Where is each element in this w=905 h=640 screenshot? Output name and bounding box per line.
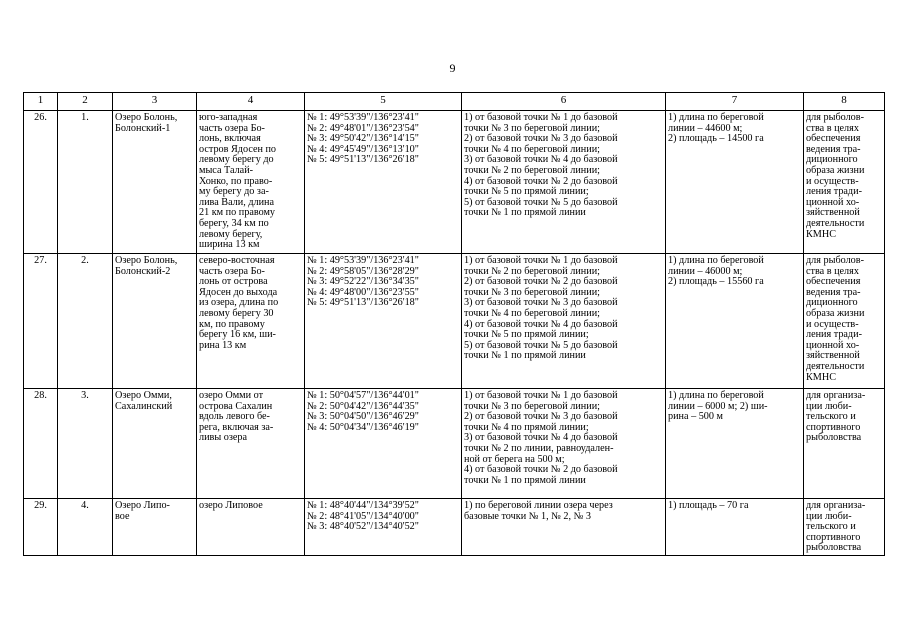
cell-line: ционной хо- [806, 196, 860, 208]
cell-line: деятельности [806, 217, 865, 229]
cell-line: линии – 46000 м; [668, 265, 743, 277]
cell-line: № 3: 50°04'50"/136°46'29" [307, 411, 419, 423]
cell-line: Болонский-1 [115, 122, 171, 134]
cell-line: точки № 2 по линии, равноудален- [464, 442, 614, 454]
cell-line: диционного [806, 154, 858, 166]
cell-line: точки № 3 по береговой линии; [464, 122, 600, 134]
cell-line: образа жизни [806, 164, 865, 176]
cell-line: № 1: 48°40'44"/134°39'52" [307, 500, 419, 511]
cell-line: № 2: 49°58'05"/136°28'29" [307, 265, 419, 277]
cell-line: базовые точки № 1, № 2, № 3 [464, 510, 591, 522]
coordinates-cell [305, 111, 462, 254]
cell-line: лива Вали, длина [199, 196, 275, 208]
column-header: 5 [305, 93, 462, 111]
cell-line: № 2: 49°48'01"/136°23'54" [307, 122, 419, 134]
cell-line: ления тради- [806, 329, 862, 341]
table-header-row [24, 93, 885, 111]
cell-line: 1) длина по береговой [668, 112, 764, 123]
description-cell [197, 389, 305, 499]
cell-line: рега, включая за- [199, 421, 274, 433]
cell-line: линии – 6000 м; 2) ши- [668, 400, 768, 412]
cell-line: часть озера Бо- [199, 122, 265, 134]
description-cell [197, 499, 305, 556]
table-row [24, 254, 885, 389]
cell-line: точки № 1 по прямой линии [464, 350, 586, 362]
cell-line: 2) площадь – 14500 га [668, 133, 764, 145]
cell-line: обеспечения [806, 276, 861, 288]
cell-line: 1) по береговой линии озера через [464, 500, 613, 511]
cell-line: ведения тра- [806, 143, 861, 155]
cell-line: ведения тра- [806, 286, 861, 298]
cell-line: для организа- [806, 500, 866, 511]
cell-line: вдоль левого бе- [199, 411, 270, 423]
object-name-cell [113, 254, 197, 389]
cell-line: вое [115, 510, 130, 522]
table-row [24, 389, 885, 499]
cell-line: левому берегу 30 [199, 307, 274, 319]
cell-line: ции люби- [806, 510, 852, 522]
cell-line: берегу, 34 км по [199, 217, 269, 229]
borders-cell [462, 111, 666, 254]
cell-line: берегу 16 км, ши- [199, 329, 276, 341]
coordinates-cell [305, 499, 462, 556]
cell-line: ления тради- [806, 186, 862, 198]
cell-line: тельского и [806, 521, 856, 533]
cell-line: ной от берега на 500 м; [464, 453, 565, 465]
cell-line: № 3: 48°40'52"/134°40'52" [307, 521, 419, 533]
cell-line: рыболовства [806, 432, 862, 444]
cell-line: озеро Липовое [199, 500, 263, 511]
cell-line: левому берегу до [199, 154, 274, 166]
cell-line: и осуществ- [806, 175, 859, 187]
cell-line: спортивного [806, 531, 861, 543]
cell-line: 4) от базовой точки № 4 до базовой [464, 318, 618, 330]
cell-line: 1) длина по береговой [668, 255, 764, 266]
description-cell [197, 254, 305, 389]
borders-cell [462, 254, 666, 389]
cell-line: № 4: 50°04'34"/136°46'19" [307, 421, 419, 433]
cell-line: рина – 500 м [668, 411, 723, 423]
cell-line: и осуществ- [806, 318, 859, 330]
cell-line: 1) от базовой точки № 1 до базовой [464, 255, 618, 266]
cell-line: точки № 4 по береговой линии; [464, 307, 600, 319]
cell-line: 5) от базовой точки № 5 до базовой [464, 339, 618, 351]
coordinates-cell [305, 254, 462, 389]
object-name-cell [113, 389, 197, 499]
column-header: 3 [113, 93, 197, 111]
cell-line: остров Ядосен по [199, 143, 277, 155]
row-number-cell: 29. [24, 499, 58, 556]
borders-cell [462, 499, 666, 556]
fishing-areas-table [23, 92, 885, 556]
cell-line: му берегу до за- [199, 186, 269, 198]
cell-line: линии – 44600 м; [668, 122, 743, 134]
cell-line: точки № 1 по прямой линии [464, 207, 586, 219]
cell-line: юго-западная [199, 112, 258, 123]
cell-line: для рыболов- [806, 255, 864, 266]
cell-line: левому берегу, [199, 228, 263, 240]
table-row [24, 111, 885, 254]
column-header: 4 [197, 93, 305, 111]
cell-line: 2) от базовой точки № 3 до базовой [464, 411, 618, 423]
object-name-cell [113, 111, 197, 254]
cell-line: 1) площадь – 70 га [668, 500, 749, 511]
row-subnumber-cell: 2. [58, 254, 113, 389]
cell-line: часть озера Бо- [199, 265, 265, 277]
cell-line: № 5: 49°51'13"/136°26'18" [307, 154, 419, 166]
cell-line: зяйственной [806, 350, 860, 362]
cell-line: лонь от острова [199, 276, 268, 288]
column-header: 7 [666, 93, 804, 111]
row-subnumber-cell: 1. [58, 111, 113, 254]
size-cell [666, 254, 804, 389]
page-number: 9 [449, 61, 456, 75]
cell-line: № 5: 49°51'13"/136°26'18" [307, 297, 419, 309]
cell-line: точки № 5 по прямой линии; [464, 186, 589, 198]
purpose-cell [804, 389, 885, 499]
purpose-cell [804, 111, 885, 254]
row-subnumber-cell: 4. [58, 499, 113, 556]
cell-line: спортивного [806, 421, 861, 433]
cell-line: 2) от базовой точки № 2 до базовой [464, 276, 618, 288]
cell-line: озеро Омми от [199, 390, 264, 401]
cell-line: точки № 3 по береговой линии; [464, 286, 600, 298]
cell-line: 1) длина по береговой [668, 390, 764, 401]
cell-line: № 4: 49°45'49"/136°13'10" [307, 143, 419, 155]
cell-line: точки № 1 по прямой линии [464, 474, 586, 486]
cell-line: 4) от базовой точки № 2 до базовой [464, 464, 618, 476]
cell-line: ционной хо- [806, 339, 860, 351]
cell-line: 3) от базовой точки № 4 до базовой [464, 154, 618, 166]
cell-line: Озеро Болонь, [115, 255, 178, 266]
description-cell [197, 111, 305, 254]
cell-line: 3) от базовой точки № 3 до базовой [464, 297, 618, 309]
purpose-cell [804, 499, 885, 556]
cell-line: образа жизни [806, 307, 865, 319]
cell-line: № 4: 49°48'00"/136°23'55" [307, 286, 419, 298]
column-header: 2 [58, 93, 113, 111]
cell-line: рыболовства [806, 542, 862, 554]
cell-line: Болонский-2 [115, 265, 171, 277]
column-header: 1 [24, 93, 58, 111]
cell-line: ства в целях [806, 122, 859, 134]
cell-line: точки № 2 по береговой линии; [464, 164, 600, 176]
cell-line: 5) от базовой точки № 5 до базовой [464, 196, 618, 208]
cell-line: ции люби- [806, 400, 852, 412]
cell-line: 2) площадь – 15560 га [668, 276, 764, 288]
cell-line: деятельности [806, 360, 865, 372]
cell-line: км, по правому [199, 318, 265, 330]
cell-line: точки № 5 по прямой линии; [464, 329, 589, 341]
table-row [24, 499, 885, 556]
object-name-cell [113, 499, 197, 556]
size-cell [666, 499, 804, 556]
cell-line: Озеро Липо- [115, 500, 170, 511]
cell-line: зяйственной [806, 207, 860, 219]
purpose-cell [804, 254, 885, 389]
cell-line: диционного [806, 297, 858, 309]
cell-line: из озера, длина по [199, 297, 279, 309]
cell-line: точки № 4 по береговой линии; [464, 143, 600, 155]
cell-line: № 3: 49°50'42"/136°14'15" [307, 133, 419, 145]
cell-line: 3) от базовой точки № 4 до базовой [464, 432, 618, 444]
borders-cell [462, 389, 666, 499]
cell-line: 4) от базовой точки № 2 до базовой [464, 175, 618, 187]
cell-line: ширина 13 км [199, 239, 260, 251]
cell-line: Озеро Болонь, [115, 112, 178, 123]
cell-line: Хонко, по право- [199, 175, 273, 187]
cell-line: острова Сахалин [199, 400, 273, 412]
cell-line: тельского и [806, 411, 856, 423]
size-cell [666, 389, 804, 499]
cell-line: рина 13 км [199, 339, 247, 351]
cell-line: ливы озера [199, 432, 247, 444]
cell-line: № 1: 50°04'57"/136°44'01" [307, 390, 419, 401]
cell-line: № 3: 49°52'22"/136°34'35" [307, 276, 419, 288]
cell-line: № 2: 48°41'05"/134°40'00" [307, 510, 419, 522]
cell-line: Озеро Омми, [115, 390, 172, 401]
cell-line: 1) от базовой точки № 1 до базовой [464, 390, 618, 401]
cell-line: для рыболов- [806, 112, 864, 123]
coordinates-cell [305, 389, 462, 499]
cell-line: для организа- [806, 390, 866, 401]
cell-line: лонь, включая [199, 133, 261, 145]
column-header: 6 [462, 93, 666, 111]
cell-line: Сахалинский [115, 400, 173, 412]
cell-line: Ядосен до выхода [199, 286, 278, 298]
cell-line: № 1: 49°53'39"/136°23'41" [307, 112, 419, 123]
row-number-cell: 26. [24, 111, 58, 254]
cell-line: № 2: 50°04'42"/136°44'35" [307, 400, 419, 412]
cell-line: северо-восточная [199, 255, 275, 266]
cell-line: точки № 3 по береговой линии; [464, 400, 600, 412]
cell-line: обеспечения [806, 133, 861, 145]
cell-line: КМНС [806, 371, 837, 383]
cell-line: ства в целях [806, 265, 859, 277]
cell-line: 1) от базовой точки № 1 до базовой [464, 112, 618, 123]
row-number-cell: 27. [24, 254, 58, 389]
row-number-cell: 28. [24, 389, 58, 499]
cell-line: точки № 4 по прямой линии; [464, 421, 589, 433]
cell-line: 21 км по правому [199, 207, 276, 219]
cell-line: № 1: 49°53'39"/136°23'41" [307, 255, 419, 266]
size-cell [666, 111, 804, 254]
cell-line: мыса Талай- [199, 164, 254, 176]
row-subnumber-cell: 3. [58, 389, 113, 499]
cell-line: КМНС [806, 228, 837, 240]
column-header: 8 [804, 93, 885, 111]
cell-line: точки № 2 по береговой линии; [464, 265, 600, 277]
cell-line: 2) от базовой точки № 3 до базовой [464, 133, 618, 145]
